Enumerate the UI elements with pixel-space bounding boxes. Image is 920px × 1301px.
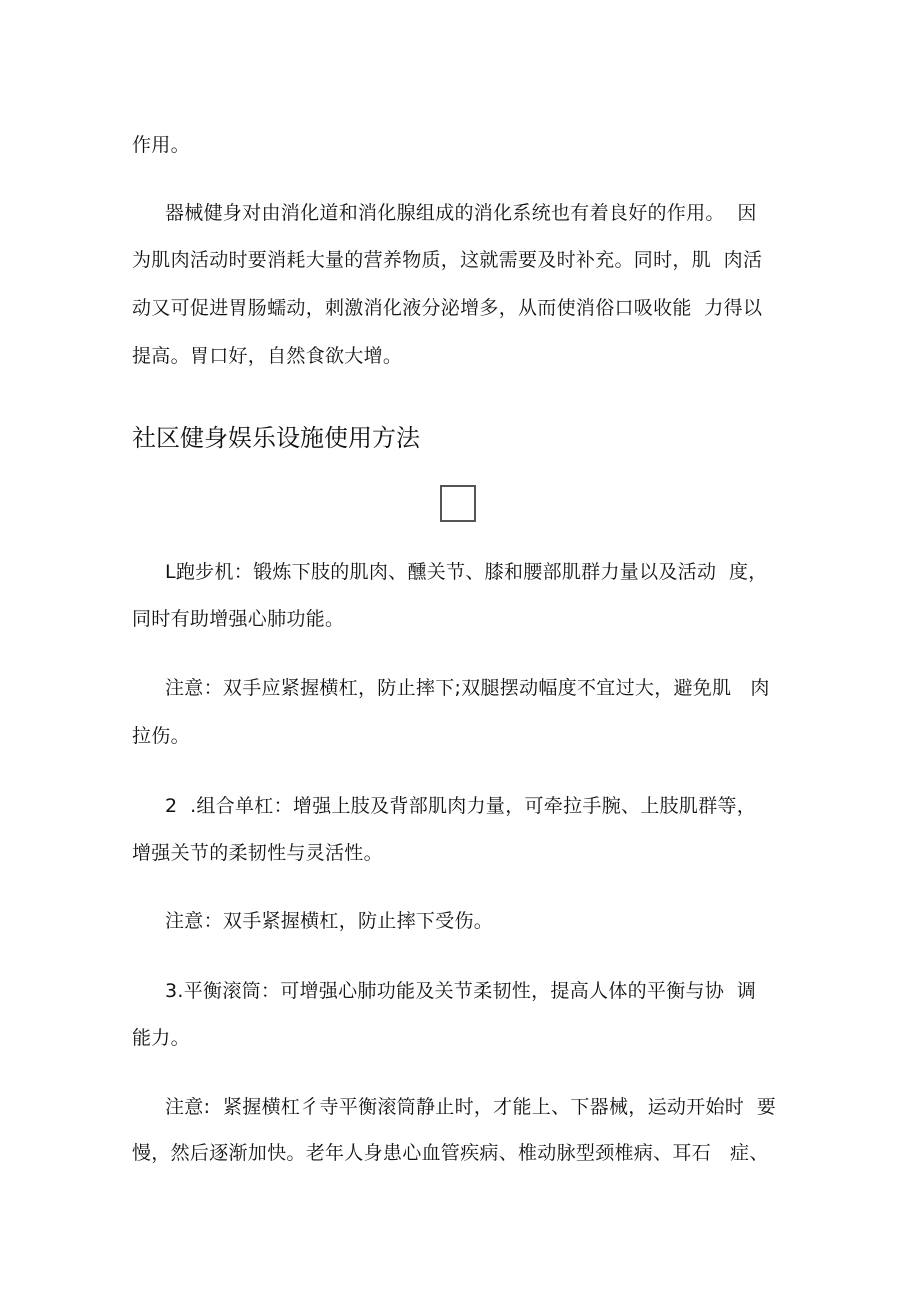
- item-note-line: 注意: 紧握横杠彳寺平衡滚筒静止时，才能上、下器械，运动开始时 要: [165, 1096, 777, 1118]
- fragment-line: 作用。: [132, 134, 190, 156]
- image-placeholder: [440, 485, 476, 522]
- paragraph-line: 动又可促进胃肠蠕动，刺激消化液分泌增多，从而使消俗口吸收能 力得以: [132, 297, 763, 319]
- item-note-line: 拉伤。: [132, 725, 190, 747]
- item-description-line: 3.平衡滚筒：可增强心肺功能及关节柔韧性，提高人体的平衡与协 调: [165, 980, 757, 1002]
- item-note-line: 注意：双手紧握横杠，防止摔下受伤。: [165, 910, 494, 932]
- paragraph-line: 提高。胃口好，自然食欲大增。: [132, 345, 403, 367]
- item-description-line: 同时有助增强心肺功能。: [132, 608, 345, 630]
- paragraph-line: 器械健身对由消化道和消化腺组成的消化系统也有着良好的作用。 因: [165, 202, 757, 224]
- item-description-line: L跑步机：锻炼下肢的肌肉、醺关节、膝和腰部肌群力量以及活动 度，: [165, 561, 768, 583]
- item-note-line: 慢，然后逐渐加快。老年人身患心血管疾病、椎动脉型颈椎病、耳石 症、: [132, 1142, 769, 1164]
- item-description-line: 增强关节的柔韧性与灵活性。: [132, 842, 383, 864]
- paragraph-line: 为肌肉活动时要消耗大量的营养物质，这就需要及时补充。同时，肌 肉活: [132, 249, 763, 271]
- item-description-line: 2 .组合单杠：增强上肢及背部肌肉力量，可牵拉手腕、上肢肌群等，: [165, 795, 757, 817]
- section-heading: 社区健身娱乐设施使用方法: [132, 424, 420, 452]
- item-note-line: 注意：双手应紧握横杠，防止摔下;双腿摆动幅度不宜过大，避免肌 肉: [165, 677, 770, 699]
- item-description-line: 能力。: [132, 1027, 190, 1049]
